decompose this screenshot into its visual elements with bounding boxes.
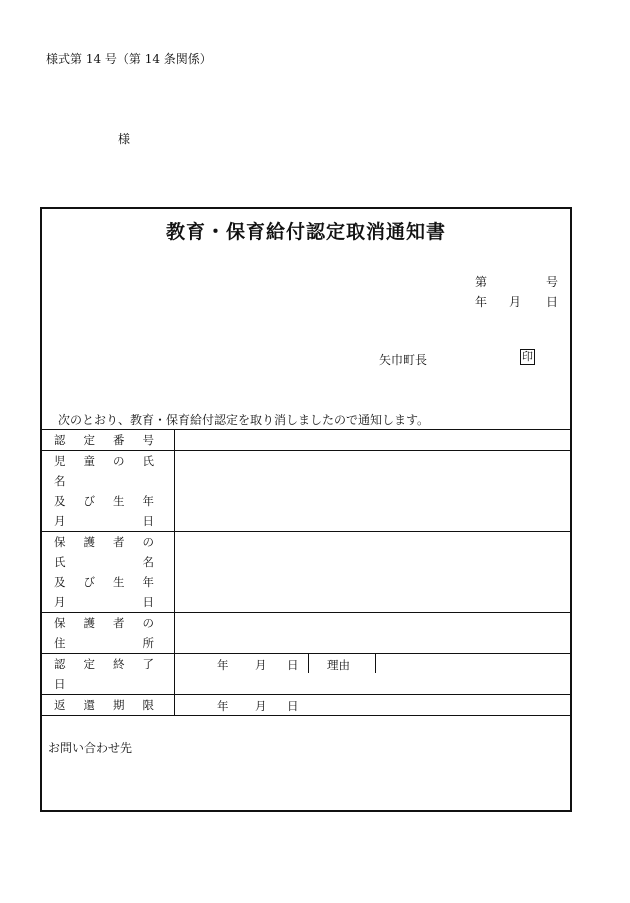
row-label-text: 及 び 生 年 月 日 <box>54 575 166 609</box>
guardian-address-field <box>175 613 571 654</box>
date-day-label: 日 <box>546 295 559 309</box>
table-row <box>42 654 570 695</box>
date-month-label: 月 <box>255 699 267 713</box>
contact-label: お問い合わせ先 <box>48 741 133 755</box>
reference-prefix: 第 <box>475 275 488 289</box>
info-table <box>42 429 570 716</box>
row-label <box>42 532 175 613</box>
table-row <box>42 695 570 716</box>
table-row <box>42 532 570 613</box>
child-name-field <box>175 451 571 532</box>
date-day-label: 日 <box>287 658 299 672</box>
addressee-suffix: 様 <box>118 132 131 146</box>
notice-frame <box>40 207 572 812</box>
cert-end-date-field <box>175 654 571 695</box>
date-year-label: 年 <box>217 658 229 672</box>
seal-stamp: 印 <box>522 350 533 363</box>
row-label <box>42 695 175 716</box>
row-label-text: 返 還 期 限 <box>54 698 154 712</box>
date-day-label: 日 <box>287 699 299 713</box>
return-deadline-field <box>175 695 571 716</box>
table-row <box>42 430 570 451</box>
reference-suffix: 号 <box>546 275 559 289</box>
form-number: 様式第 14 号（第 14 条関係） <box>46 52 212 66</box>
table-row <box>42 613 570 654</box>
row-label-text: 認 定 終 了 日 <box>54 657 166 691</box>
row-label-text: 児 童 の 氏 名 <box>54 454 166 488</box>
row-label-text: 保 護 者 の 住 所 <box>54 616 166 650</box>
row-label <box>42 430 175 451</box>
date-year-label: 年 <box>217 699 229 713</box>
date-month-label: 月 <box>509 295 522 309</box>
guardian-name-field <box>175 532 571 613</box>
date-year-label: 年 <box>475 295 488 309</box>
reason-label: 理由 <box>327 658 350 672</box>
issuer-name: 矢巾町長 <box>379 353 428 367</box>
row-label-text: 認 定 番 号 <box>54 433 154 447</box>
row-label-text: 保 護 者 の 氏 名 <box>54 535 166 569</box>
row-label <box>42 451 175 532</box>
table-row <box>42 451 570 532</box>
row-label-text: 及 び 生 年 月 日 <box>54 494 166 528</box>
date-month-label: 月 <box>255 658 267 672</box>
row-label <box>42 654 175 695</box>
intro-text: 次のとおり、教育・保育給付認定を取り消しましたので通知します。 <box>58 413 430 427</box>
row-label <box>42 613 175 654</box>
document-title: 教育・保育給付認定取消通知書 <box>165 221 446 243</box>
cert-number-field <box>175 430 571 451</box>
